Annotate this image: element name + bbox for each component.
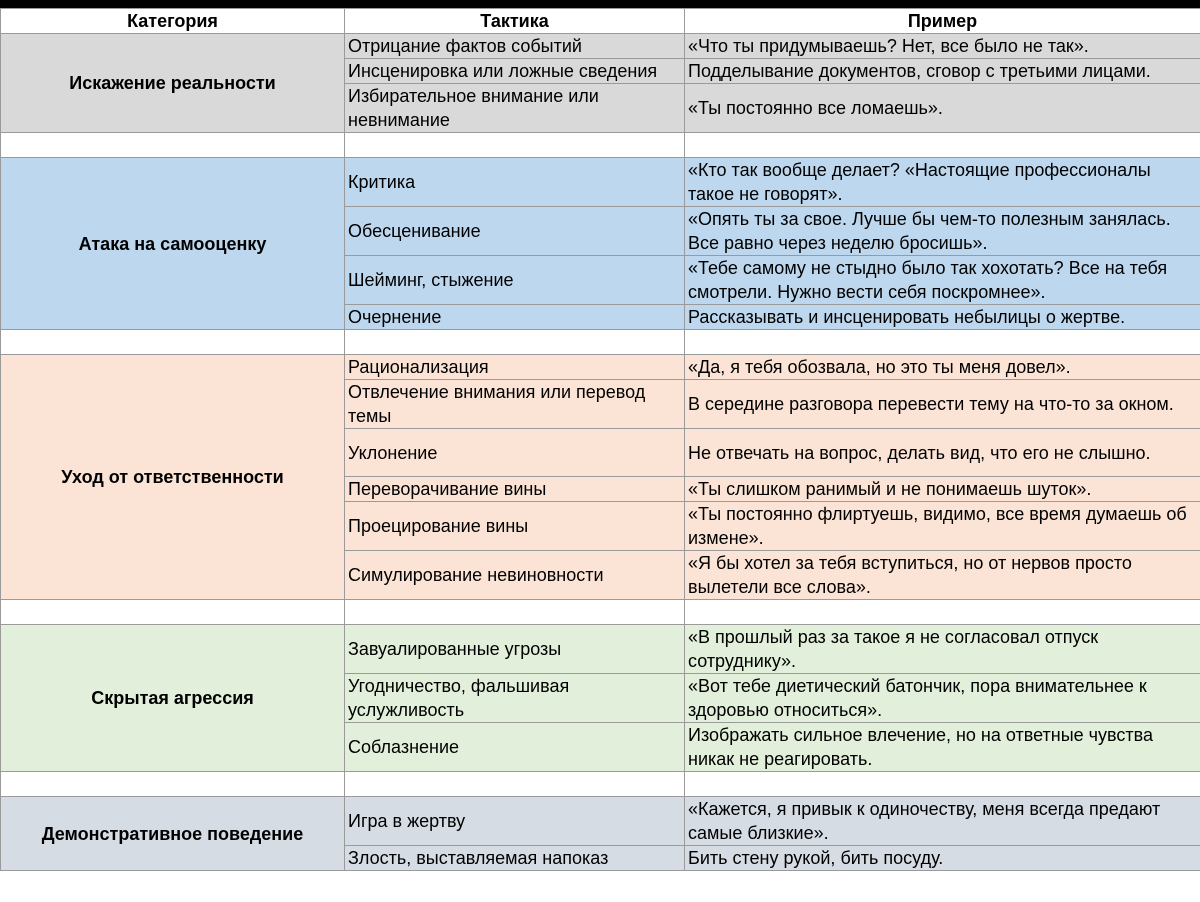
tactic-cell: Очернение xyxy=(345,305,685,330)
example-cell: «Кажется, я привык к одиночеству, меня всегда предают самые близкие». xyxy=(685,797,1200,846)
category-cell: Искажение реальности xyxy=(1,34,345,133)
spacer-row xyxy=(1,772,1200,797)
spacer-row xyxy=(1,600,1200,625)
table-row xyxy=(1,625,1200,674)
example-cell: «Кто так вообще делает? «Настоящие профессионалы такое не говорят». xyxy=(685,158,1200,207)
example-cell: «Что ты придумываешь? Нет, все было не так». xyxy=(685,34,1200,59)
tactic-cell: Игра в жертву xyxy=(345,797,685,846)
header-tactic: Тактика xyxy=(345,9,685,34)
category-cell: Уход от ответственности xyxy=(1,355,345,600)
example-cell: «Ты постоянно флиртуешь, видимо, все время думаешь об измене». xyxy=(685,502,1200,551)
tactic-cell: Угодничество, фальшивая услужливость xyxy=(345,674,685,723)
tactic-cell: Соблазнение xyxy=(345,723,685,772)
tactic-cell: Переворачивание вины xyxy=(345,477,685,502)
spacer-row xyxy=(1,330,1200,355)
category-cell: Демонстративное поведение xyxy=(1,797,345,871)
example-cell: «Вот тебе диетический батончик, пора внимательнее к здоровью относиться». xyxy=(685,674,1200,723)
tactic-cell: Избирательное внимание или невнимание xyxy=(345,84,685,133)
tactic-cell: Отрицание фактов событий xyxy=(345,34,685,59)
table-row xyxy=(1,34,1200,59)
table-row xyxy=(1,797,1200,846)
tactic-cell: Критика xyxy=(345,158,685,207)
example-cell: «Да, я тебя обозвала, но это ты меня довел». xyxy=(685,355,1200,380)
example-cell: «Ты постоянно все ломаешь». xyxy=(685,84,1200,133)
tactic-cell: Шейминг, стыжение xyxy=(345,256,685,305)
example-cell: «В прошлый раз за такое я не согласовал отпуск сотруднику». xyxy=(685,625,1200,674)
tactic-cell: Завуалированные угрозы xyxy=(345,625,685,674)
category-cell: Атака на самооценку xyxy=(1,158,345,330)
header-example: Пример xyxy=(685,9,1200,34)
example-cell: В середине разговора перевести тему на что-то за окном. xyxy=(685,380,1200,429)
tactic-cell: Симулирование невиновности xyxy=(345,551,685,600)
example-cell: «Ты слишком ранимый и не понимаешь шуток». xyxy=(685,477,1200,502)
table-row xyxy=(1,355,1200,380)
example-cell: Подделывание документов, сговор с третьими лицами. xyxy=(685,59,1200,84)
example-cell: Рассказывать и инсценировать небылицы о жертве. xyxy=(685,305,1200,330)
tactic-cell: Проецирование вины xyxy=(345,502,685,551)
tactic-cell: Злость, выставляемая напоказ xyxy=(345,846,685,871)
tactic-cell: Рационализация xyxy=(345,355,685,380)
example-cell: Бить стену рукой, бить посуду. xyxy=(685,846,1200,871)
example-cell: Не отвечать на вопрос, делать вид, что его не слышно. xyxy=(685,429,1200,477)
tactic-cell: Инсценировка или ложные сведения xyxy=(345,59,685,84)
tactics-table xyxy=(0,8,1200,871)
tactic-cell: Отвлечение внимания или перевод темы xyxy=(345,380,685,429)
tactic-cell: Уклонение xyxy=(345,429,685,477)
example-cell: Изображать сильное влечение, но на ответные чувства никак не реагировать. xyxy=(685,723,1200,772)
top-border xyxy=(0,0,1200,8)
header-category: Категория xyxy=(1,9,345,34)
table-row xyxy=(1,158,1200,207)
example-cell: «Я бы хотел за тебя вступиться, но от нервов просто вылетели все слова». xyxy=(685,551,1200,600)
spacer-row xyxy=(1,133,1200,158)
example-cell: «Опять ты за свое. Лучше бы чем-то полезным занялась. Все равно через неделю бросишь». xyxy=(685,207,1200,256)
header-row xyxy=(1,9,1200,34)
category-cell: Скрытая агрессия xyxy=(1,625,345,772)
example-cell: «Тебе самому не стыдно было так хохотать? Все на тебя смотрели. Нужно вести себя поскромнее». xyxy=(685,256,1200,305)
tactic-cell: Обесценивание xyxy=(345,207,685,256)
